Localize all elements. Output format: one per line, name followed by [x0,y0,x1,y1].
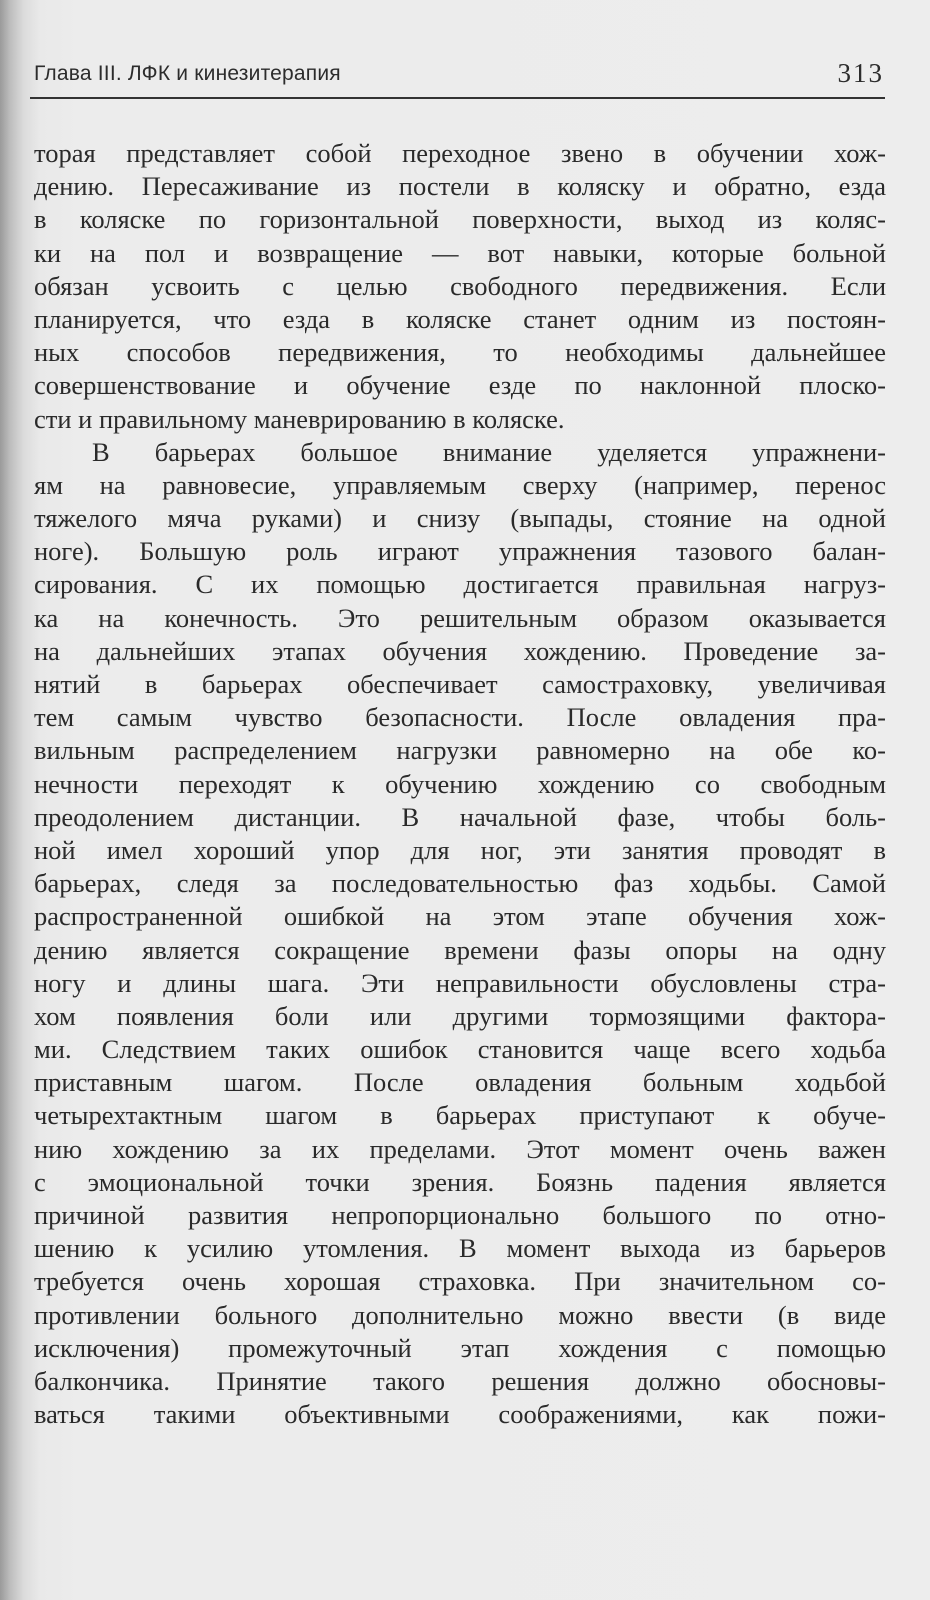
text-line: планируется, что езда в коляске станет одним из постоян- [34,303,886,334]
text-line: дению является сокращение времени фазы опоры на одну [34,934,886,965]
text-line: требуется очень хорошая страховка. При значительном со- [34,1266,886,1297]
text-line: дению. Пересаживание из постели в коляску и обратно, езда [34,171,886,202]
text-line: ми. Следствием таких ошибок становится чаще всего ходьба [34,1034,886,1065]
body-text [34,137,886,1431]
text-line: ям на равновесие, управляемым сверху (например, перенос [34,469,886,500]
text-line: сти и правильному маневрированию в коляске. [34,403,565,434]
text-line: сирования. С их помощью достигается правильная нагруз- [34,569,886,600]
text-line: на дальнейших этапах обучения хождению. Проведение за- [34,635,886,666]
text-line: причиной развития непропорционально большого по отно- [34,1200,886,1230]
text-line: тяжелого мяча руками) и снизу (выпады, стояние на одной [34,503,886,534]
text-line: преодолением дистанции. В начальной фазе, чтобы боль- [34,801,886,832]
text-line: четырехтактным шагом в барьерах приступают к обуче- [34,1100,886,1131]
text-line: распространенной ошибкой на этом этапе обучения хож- [34,901,886,932]
text-line: с эмоциональной точки зрения. Боязнь падения является [34,1166,886,1197]
paragraph [34,436,886,1432]
header-rule [30,97,885,99]
running-head: Глава III. ЛФК и кинезитерапия [34,62,341,85]
text-line: балкончика. Принятие такого решения должно обосновы- [34,1365,886,1396]
paragraph [34,137,886,436]
text-line: нятий в барьерах обеспечивает самостраховку, увеличивая [34,669,886,699]
text-line: приставным шагом. После овладения больным ходьбой [34,1067,886,1098]
text-line: исключения) промежуточный этап хождения с помощью [34,1332,886,1363]
text-line: ка на конечность. Это решительным образом оказывается [34,602,886,633]
page-header [34,58,884,98]
text-line: В барьерах большое внимание уделяется упражнени- [92,436,886,467]
text-line: торая представляет собой переходное звено в обучении хож- [34,138,886,168]
page-number: 313 [837,58,884,88]
text-line: совершенствование и обучение езде по наклонной плоско- [34,370,886,401]
text-line: нечности переходят к обучению хождению со свободным [34,768,886,799]
text-line: противлении больного дополнительно можно ввести (в виде [34,1299,886,1330]
text-line: обязан усвоить с целью свободного передвижения. Если [34,270,886,301]
text-line: шению к усилию утомления. В момент выхода из барьеров [34,1233,886,1264]
text-line: вильным распределением нагрузки равномерно на обе ко- [34,735,886,766]
text-line: в коляске по горизонтальной поверхности, выход из коляс- [34,204,886,235]
text-line: ваться такими объективными соображениями, как пожи- [34,1399,886,1430]
text-line: тем самым чувство безопасности. После овладения пра- [34,702,886,733]
text-line: ных способов передвижения, то необходимы дальнейшее [34,337,886,368]
text-line: ногу и длины шага. Эти неправильности обусловлены стра- [34,967,886,998]
text-line: ноге). Большую роль играют упражнения тазового балан- [34,536,886,567]
text-line: ки на пол и возвращение — вот навыки, которые больной [34,237,886,268]
text-line: нию хождению за их пределами. Этот момент очень важен [34,1133,886,1164]
text-line: ной имел хороший упор для ног, эти занятия проводят в [34,834,886,865]
text-line: хом появления боли или другими тормозящими фактора- [34,1000,886,1031]
text-line: барьерах, следя за последовательностью фаз ходьбы. Самой [34,868,886,899]
